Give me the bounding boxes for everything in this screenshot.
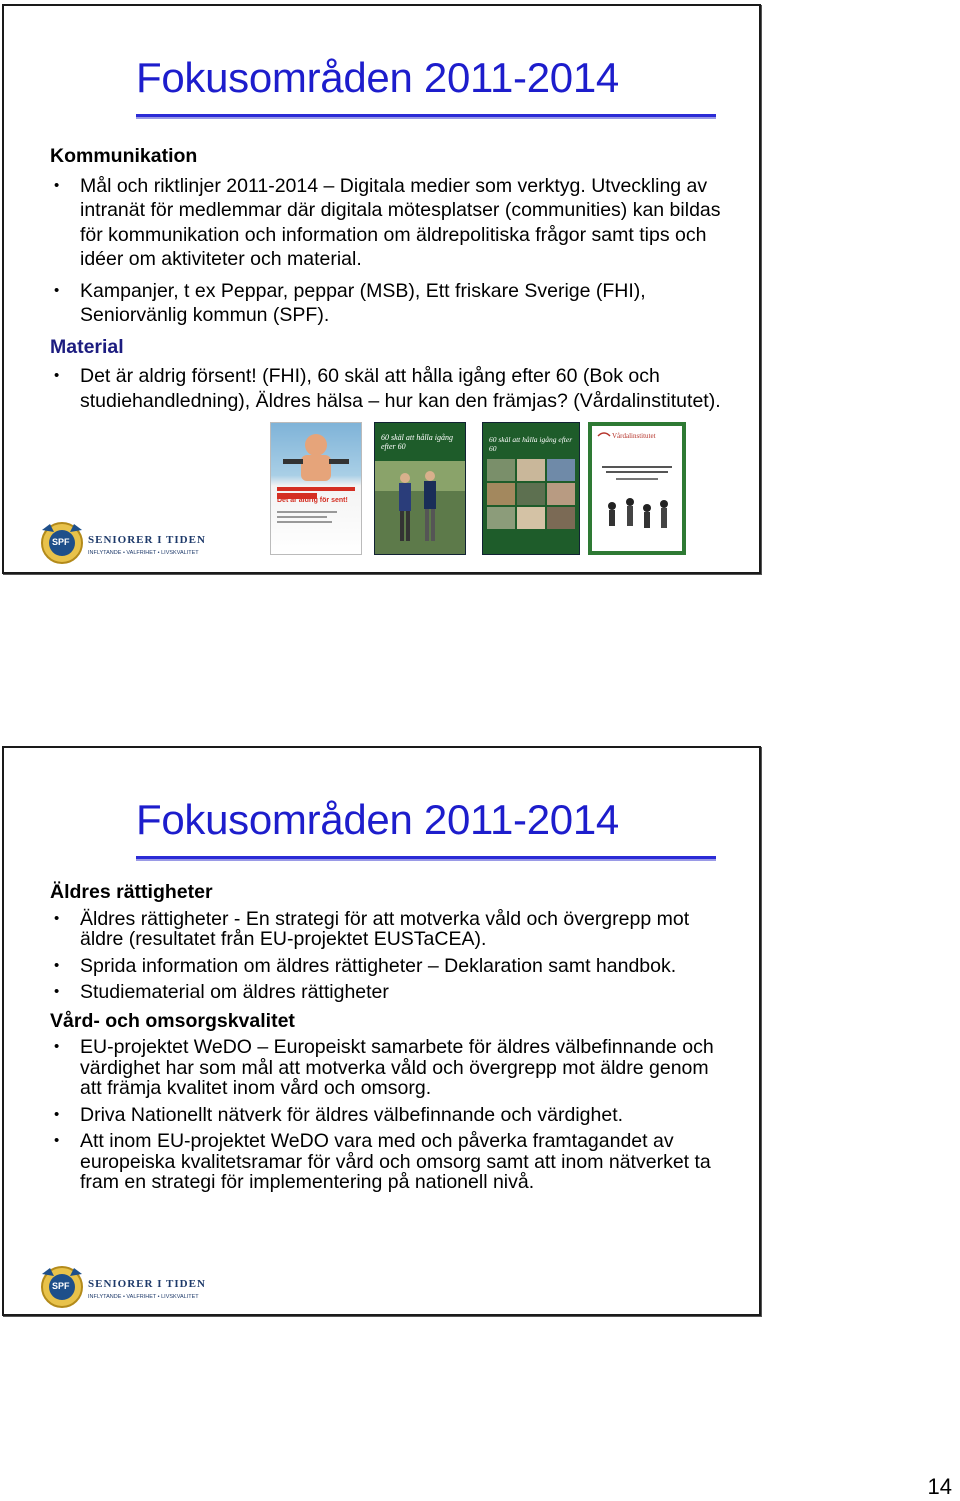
bullet-list bbox=[50, 909, 730, 1003]
slide-1 bbox=[2, 4, 761, 574]
bullet-item: • Sprida information om äldres rättigheter – Deklaration samt handbok. bbox=[50, 956, 730, 977]
section-heading-kommunikation: Kommunikation bbox=[50, 145, 198, 167]
logo-tagline: INFLYTANDE • VALFRIHET • LIVSKVALITET bbox=[88, 550, 199, 556]
cover-title: 60 skäl att hålla igång efter 60 bbox=[381, 433, 453, 451]
cover-title: Det är aldrig för sent! bbox=[277, 497, 348, 504]
spf-logo bbox=[40, 1264, 210, 1314]
spf-badge-text: SPF bbox=[52, 537, 70, 547]
cover-inner bbox=[592, 426, 682, 551]
bullet-item: • Kampanjer, t ex Peppar, peppar (MSB), Ett friskare Sverige (FHI), Seniorvänlig kommun (SPF). bbox=[50, 279, 730, 328]
book-cover-60-skal-studiehandledning bbox=[482, 422, 580, 555]
bullet-item: • Det är aldrig försent! (FHI), 60 skäl att hålla igång efter 60 (Bok och studiehandledning), Äldres hälsa – hur kan den främjas? (Vårdalinstitutet). bbox=[50, 364, 730, 413]
cover-illustration bbox=[592, 426, 682, 551]
book-cover-60-skal bbox=[374, 422, 466, 555]
bullet-item: • Äldres rättigheter - En strategi för att motverka våld och övergrepp mot äldre (resultatet från EU-projektet EUSTaCEA). bbox=[50, 909, 730, 950]
bullet-item: • Att inom EU-projektet WeDO vara med och påverka framtagandet av europeiska kvalitetsramar för vård och omsorg samt att inom nätverket ta fram en strategi för implementering på nationell nivå. bbox=[50, 1131, 730, 1193]
section-heading-material: Material bbox=[50, 335, 124, 358]
bullet-list bbox=[50, 364, 730, 413]
title-underline bbox=[136, 856, 716, 861]
slide-body bbox=[50, 880, 730, 1199]
slide-body bbox=[50, 144, 730, 420]
spf-logo bbox=[40, 520, 210, 570]
bullet-list bbox=[50, 174, 730, 328]
cover-illustration bbox=[271, 423, 361, 554]
book-cover-vardalinstitutet bbox=[588, 422, 686, 555]
bullet-item: • EU-projektet WeDO – Europeiskt samarbete för äldres välbefinnande och värdighet har som mål att motverka våld och övergrepp mot äldre genom att främja kvalitet inom vård och omsorg. bbox=[50, 1037, 730, 1099]
logo-name: SENIORER I TIDEN bbox=[88, 1278, 206, 1290]
section-heading-aldres-rattigheter: Äldres rättigheter bbox=[50, 881, 213, 903]
slide-title: Fokusområden 2011-2014 bbox=[136, 54, 619, 101]
page-number: 14 bbox=[927, 1474, 952, 1499]
slide-2 bbox=[2, 746, 761, 1316]
book-covers bbox=[270, 422, 690, 557]
slide-title: Fokusområden 2011-2014 bbox=[136, 796, 619, 843]
bullet-item: • Driva Nationellt nätverk för äldres välbefinnande och värdighet. bbox=[50, 1105, 730, 1126]
bullet-item: • Mål och riktlinjer 2011-2014 – Digitala medier som verktyg. Utveckling av intranät för medlemmar där digitala mötesplatser (communities) kan bildas för kommunikation och information om äldrepolitiska frågor samt tips och idéer om aktiviteter och material. bbox=[50, 174, 730, 272]
bullet-list bbox=[50, 1037, 730, 1193]
cover-title: 60 skäl att hålla igång efter 60 bbox=[489, 435, 573, 453]
logo-tagline: INFLYTANDE • VALFRIHET • LIVSKVALITET bbox=[88, 1294, 199, 1300]
section-heading-vard-och-omsorgskvalitet: Vård- och omsorgskvalitet bbox=[50, 1009, 295, 1032]
spf-badge-text: SPF bbox=[52, 1281, 70, 1291]
logo-name: SENIORER I TIDEN bbox=[88, 534, 206, 546]
title-underline bbox=[136, 114, 716, 119]
bullet-item: • Studiematerial om äldres rättigheter bbox=[50, 982, 730, 1003]
book-cover-det-ar-aldrig-for-sent bbox=[270, 422, 362, 555]
cover-title: Vårdalinstitutet bbox=[612, 432, 656, 440]
